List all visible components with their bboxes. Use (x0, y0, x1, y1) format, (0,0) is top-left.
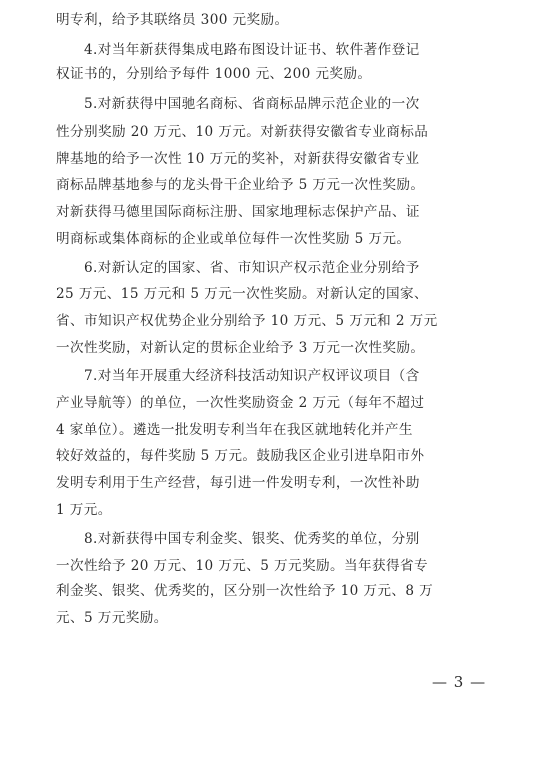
paragraph-7-line-5: 发明专利用于生产经营，每引进一件发明专利，一次性补助 (56, 475, 420, 491)
paragraph-6-line-2: 25 万元、15 万元和 5 万元一次性奖励。对新认定的国家、 (56, 286, 428, 302)
paragraph-7-line-1: 7.对当年开展重大经济科技活动知识产权评议项目（含 (84, 368, 420, 384)
paragraph-6-line-3: 省、市知识产权优势企业分别给予 10 万元、5 万元和 2 万元 (56, 313, 438, 329)
paragraph-3-continuation: 明专利，给予其联络员 300 元奖励。 (56, 12, 289, 28)
page-number: — 3 — (432, 673, 487, 691)
paragraph-5-line-6: 明商标或集体商标的企业或单位每件一次性奖励 5 万元。 (56, 231, 411, 247)
paragraph-7-line-6: 1 万元。 (56, 502, 112, 518)
paragraph-7-line-4: 较好效益的，每件奖励 5 万元。鼓励我区企业引进阜阳市外 (56, 448, 425, 464)
paragraph-5-line-5: 对新获得马德里国际商标注册、国家地理标志保护产品、证 (56, 204, 420, 220)
paragraph-5-line-1: 5.对新获得中国驰名商标、省商标品牌示范企业的一次 (84, 96, 420, 112)
paragraph-5-line-2: 性分别奖励 20 万元、10 万元。对新获得安徽省专业商标品 (56, 124, 429, 140)
paragraph-4-line-1: 4.对当年新获得集成电路布图设计证书、软件著作登记 (84, 42, 420, 58)
paragraph-6-line-4: 一次性奖励，对新认定的贯标企业给予 3 万元一次性奖励。 (56, 340, 425, 356)
paragraph-8-line-3: 利金奖、银奖、优秀奖的，区分别一次性给予 10 万元、8 万 (56, 583, 434, 599)
paragraph-5-line-3: 牌基地的给予一次性 10 万元的奖补，对新获得安徽省专业 (56, 151, 420, 167)
paragraph-7-line-3: 4 家单位）。遴选一批发明专利当年在我区就地转化并产生 (56, 422, 413, 438)
paragraph-8-line-4: 元、5 万元奖励。 (56, 610, 168, 626)
paragraph-5-line-4: 商标品牌基地参与的龙头骨干企业给予 5 万元一次性奖励。 (56, 177, 425, 193)
paragraph-7-line-2: 产业导航等）的单位，一次性奖励资金 2 万元（每年不超过 (56, 395, 425, 411)
paragraph-6-line-1: 6.对新认定的国家、省、市知识产权示范企业分别给予 (84, 260, 420, 276)
paragraph-4-line-2: 权证书的，分别给予每件 1000 元、200 元奖励。 (56, 66, 372, 82)
paragraph-8-line-2: 一次性给予 20 万元、10 万元、5 万元奖励。当年获得省专 (56, 558, 428, 574)
paragraph-8-line-1: 8.对新获得中国专利金奖、银奖、优秀奖的单位，分别 (84, 531, 420, 547)
